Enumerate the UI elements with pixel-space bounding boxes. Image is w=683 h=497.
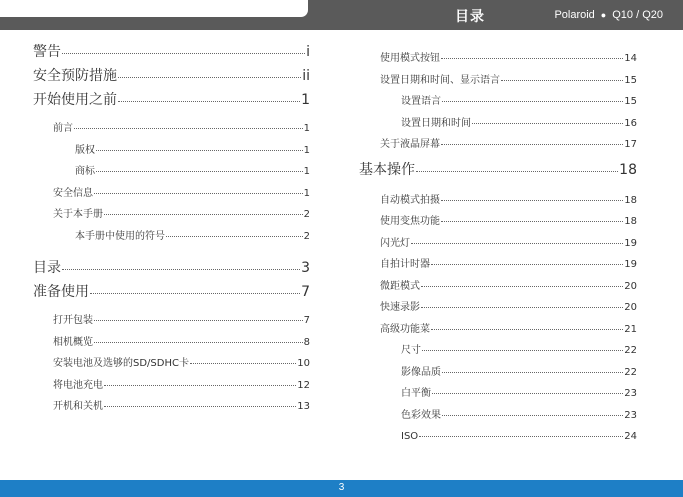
- toc-entry[interactable]: [359, 362, 637, 384]
- toc-entry-label: 相机概览: [53, 336, 93, 348]
- toc-entry-label: 商标: [75, 166, 95, 177]
- toc-entry-page: 2: [303, 230, 310, 242]
- toc-entry-label: 关于液晶屏幕: [380, 139, 440, 150]
- toc-entry-page: 12: [297, 379, 310, 391]
- dot-leader: [442, 101, 623, 102]
- toc-entry[interactable]: [33, 183, 310, 205]
- dot-leader: [74, 128, 303, 129]
- toc-entry-page: 20: [624, 280, 637, 292]
- toc-entry-page: 10: [297, 358, 310, 369]
- toc-entry-page: 13: [297, 401, 310, 412]
- dot-leader: [442, 415, 623, 416]
- toc-entry[interactable]: [359, 134, 637, 156]
- toc-entry-label: 自动模式拍摄: [380, 194, 440, 206]
- page-number: 3: [338, 482, 345, 493]
- toc-entry[interactable]: [359, 233, 637, 255]
- toc-entry-label: ISO: [401, 431, 419, 442]
- toc-entry-label: 微距模式: [380, 280, 420, 292]
- toc-entry[interactable]: [33, 64, 310, 88]
- dot-leader: [118, 101, 300, 102]
- toc-entry-page: ii: [302, 68, 310, 84]
- footer-bar: [0, 480, 683, 497]
- toc-entry-page: 23: [624, 388, 637, 399]
- toc-entry[interactable]: [33, 332, 310, 354]
- dot-leader: [422, 350, 623, 351]
- toc-entry[interactable]: [33, 161, 310, 183]
- toc-entry-label: 影像品质: [401, 366, 441, 378]
- toc-entry-label: 目录: [33, 260, 61, 276]
- model-name: Q10 / Q20: [612, 9, 663, 21]
- toc-entry[interactable]: [359, 156, 637, 184]
- toc-entry[interactable]: [359, 190, 637, 212]
- toc-entry-label: 色彩效果: [401, 409, 441, 421]
- toc-entry-label: 安装电池及选够的SD/SDHC卡: [53, 358, 189, 369]
- toc-entry[interactable]: [33, 40, 310, 64]
- toc-entry-label: 警告: [33, 44, 61, 60]
- toc-entry[interactable]: [359, 426, 637, 448]
- toc-entry-label: 开始使用之前: [33, 92, 117, 108]
- toc-entry-label: 设置日期和时间、显示语言: [380, 74, 500, 86]
- toc-entry[interactable]: [359, 48, 637, 70]
- toc-entry-label: 设置日期和时间: [401, 117, 471, 129]
- toc-entry-page: 1: [303, 166, 310, 177]
- toc-entry-page: 2: [303, 209, 310, 220]
- dot-leader: [104, 214, 303, 215]
- toc-entry-page: 18: [624, 194, 637, 206]
- toc-entry-page: 19: [624, 259, 637, 270]
- toc-entry[interactable]: [33, 310, 310, 332]
- section-title: 目录: [455, 9, 485, 25]
- dot-leader: [501, 80, 623, 81]
- toc-entry-label: 白平衡: [401, 388, 431, 399]
- toc-entry[interactable]: [359, 319, 637, 341]
- toc-entry-page: 23: [624, 409, 637, 421]
- toc-entry-label: 关于本手册: [53, 209, 103, 220]
- toc-entry[interactable]: [359, 297, 637, 319]
- toc-entry-page: 15: [624, 74, 637, 86]
- toc-entry-label: 设置语言: [401, 96, 441, 107]
- toc-entry-page: 8: [303, 336, 310, 348]
- toc-entry-page: i: [306, 44, 310, 60]
- toc-entry-page: 1: [303, 187, 310, 199]
- toc-entry[interactable]: [359, 113, 637, 135]
- dot-leader: [62, 269, 300, 270]
- toc-right-column: [359, 48, 637, 448]
- toc-entry-page: 19: [624, 237, 637, 249]
- toc-entry-label: 版权: [75, 144, 95, 156]
- toc-entry-label: 基本操作: [359, 161, 415, 178]
- dot-leader: [441, 58, 623, 59]
- dot-leader: [411, 243, 623, 244]
- toc-entry-label: 安全预防措施: [33, 68, 117, 84]
- toc-entry-label: 打开包装: [53, 315, 93, 326]
- toc-entry-page: 18: [624, 216, 637, 227]
- toc-entry-page: 24: [624, 431, 637, 442]
- toc-entry[interactable]: [359, 405, 637, 427]
- toc-entry-label: 前言: [53, 123, 73, 134]
- toc-entry[interactable]: [33, 204, 310, 226]
- dot-leader: [94, 320, 303, 321]
- product-label: [554, 9, 663, 21]
- dot-leader: [472, 123, 623, 124]
- toc-entry[interactable]: [359, 91, 637, 113]
- dot-leader: [104, 406, 296, 407]
- dot-leader: [441, 144, 623, 145]
- toc-entry[interactable]: [359, 340, 637, 362]
- dot-leader: [94, 342, 303, 343]
- brand-name: Polaroid: [554, 9, 595, 21]
- dot-leader: [96, 150, 303, 151]
- toc-entry[interactable]: [359, 70, 637, 92]
- toc-entry[interactable]: [33, 280, 310, 304]
- toc-entry-page: 17: [624, 139, 637, 150]
- toc-entry-page: 1: [303, 123, 310, 134]
- dot-leader: [431, 264, 623, 265]
- toc-entry-page: 15: [624, 96, 637, 107]
- toc-entry-label: 尺寸: [401, 345, 421, 356]
- toc-entry-page: 7: [303, 315, 310, 326]
- dot-leader: [94, 193, 303, 194]
- dot-leader: [421, 307, 623, 308]
- dot-leader: [421, 286, 623, 287]
- toc-entry[interactable]: [359, 211, 637, 233]
- toc-entry-label: 开机和关机: [53, 401, 103, 412]
- bullet-icon: ●: [600, 10, 607, 20]
- toc-entry-page: 1: [301, 92, 310, 108]
- toc-entry[interactable]: [33, 226, 310, 248]
- toc-entry[interactable]: [359, 383, 637, 405]
- dot-leader: [166, 236, 303, 237]
- toc-entry-page: 7: [301, 284, 310, 300]
- toc-entry-label: 闪光灯: [380, 237, 410, 249]
- toc-entry-label: 将电池充电: [53, 379, 103, 391]
- toc-entry[interactable]: [33, 256, 310, 280]
- toc-entry-page: 3: [301, 260, 310, 276]
- dot-leader: [432, 393, 623, 394]
- toc-entry-page: 14: [624, 53, 637, 64]
- toc-entry[interactable]: [33, 375, 310, 397]
- toc-entry-label: 高级功能菜: [380, 323, 430, 335]
- toc-entry-label: 使用模式按钮: [380, 53, 440, 64]
- toc-entry-label: 使用变焦功能: [380, 216, 440, 227]
- dot-leader: [90, 293, 300, 294]
- toc-entry[interactable]: [359, 276, 637, 298]
- header-notch: [0, 0, 308, 17]
- toc-entry-page: 20: [624, 302, 637, 313]
- toc-entry-page: 18: [619, 161, 637, 178]
- dot-leader: [96, 171, 303, 172]
- dot-leader: [62, 53, 305, 54]
- toc-entry-page: 22: [624, 345, 637, 356]
- dot-leader: [118, 77, 301, 78]
- toc-entry-label: 快速录影: [380, 302, 420, 313]
- header-bar: [0, 0, 683, 30]
- toc-entry-page: 22: [624, 366, 637, 378]
- toc-entry-page: 16: [624, 117, 637, 129]
- toc-left-column: [33, 40, 310, 418]
- dot-leader: [441, 200, 623, 201]
- dot-leader: [441, 221, 623, 222]
- toc-entry[interactable]: [33, 118, 310, 140]
- toc-entry-label: 安全信息: [53, 187, 93, 199]
- toc-entry-page: 1: [303, 144, 310, 156]
- toc-entry[interactable]: [33, 396, 310, 418]
- toc-entry[interactable]: [33, 140, 310, 162]
- dot-leader: [190, 363, 296, 364]
- dot-leader: [104, 385, 296, 386]
- dot-leader: [416, 171, 618, 172]
- dot-leader: [442, 372, 623, 373]
- toc-entry[interactable]: [33, 88, 310, 112]
- toc-entry-label: 本手册中使用的符号: [75, 230, 165, 242]
- dot-leader: [419, 436, 623, 437]
- toc-entry[interactable]: [33, 353, 310, 375]
- toc-entry-label: 准备使用: [33, 284, 89, 300]
- toc-entry-page: 21: [624, 323, 637, 335]
- dot-leader: [431, 329, 623, 330]
- toc-entry[interactable]: [359, 254, 637, 276]
- toc-entry-label: 自拍计时器: [380, 259, 430, 270]
